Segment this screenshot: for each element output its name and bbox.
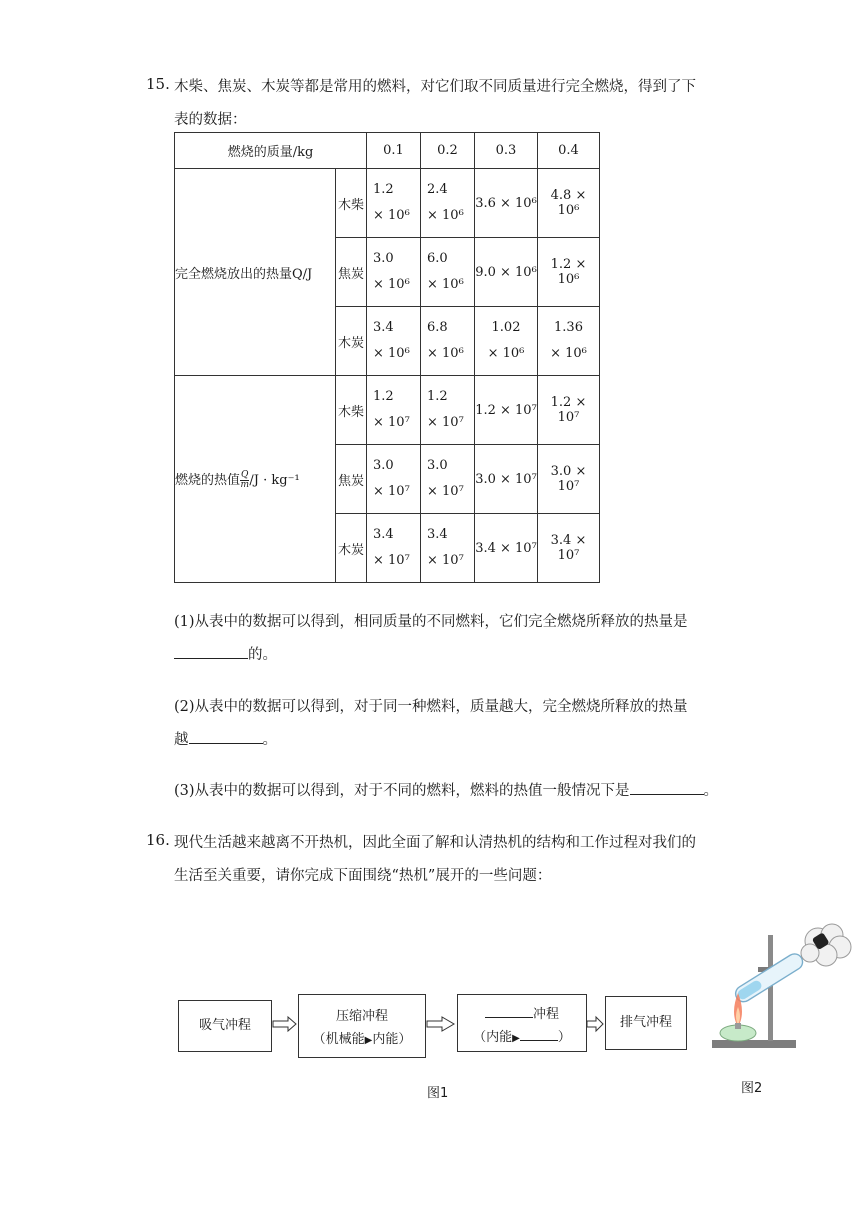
table-cell: 3.0 × 10⁶	[367, 238, 421, 307]
table-cell: 6.0 × 10⁶	[421, 238, 475, 307]
table-cell: 1.02 × 10⁶	[475, 307, 538, 376]
table-cell: 2.4 × 10⁶	[421, 169, 475, 238]
intake-stroke-box: 吸气冲程	[178, 1000, 272, 1052]
q16-intro-line2: 生活至关重要，请你完成下面围绕“热机”展开的一些问题：	[174, 868, 552, 884]
figure-1-caption: 图1	[427, 1086, 449, 1101]
table-cell: 1.2 × 10⁶	[538, 238, 600, 307]
mass-value: 0.2	[421, 133, 475, 169]
fuel-data-table	[174, 132, 600, 583]
value-row-label: 燃烧的热值 $\frac{Q}{m}$ /J · kg⁻¹	[175, 376, 336, 583]
q15-intro-line1: 木柴、焦炭、木炭等都是常用的燃料，对它们取不同质量进行完全燃烧，得到了下	[174, 79, 696, 95]
arrow-right-icon	[273, 1017, 296, 1031]
answer-blank[interactable]	[630, 780, 704, 795]
answer-blank[interactable]	[174, 644, 248, 659]
exhaust-stroke-box: 排气冲程	[605, 996, 687, 1050]
mass-value: 0.1	[367, 133, 421, 169]
table-cell: 3.4 × 10⁷	[367, 514, 421, 583]
table-cell: 6.8 × 10⁶	[421, 307, 475, 376]
table-cell: 3.0 × 10⁷	[421, 445, 475, 514]
table-cell: 1.2 × 10⁷	[421, 376, 475, 445]
mass-value: 0.4	[538, 133, 600, 169]
table-cell: 3.4 × 10⁶	[367, 307, 421, 376]
arrow-right-icon	[427, 1017, 454, 1031]
mass-value: 0.3	[475, 133, 538, 169]
stand-base	[712, 1040, 796, 1048]
table-cell: 1.2 × 10⁷	[538, 376, 600, 445]
arrow-right-icon	[587, 1017, 603, 1031]
table-cell: 1.2 × 10⁷	[367, 376, 421, 445]
table-cell: 3.4 × 10⁷	[421, 514, 475, 583]
table-cell: 3.0 × 10⁷	[367, 445, 421, 514]
q15-sub1-line1: (1)从表中的数据可以得到，相同质量的不同燃料，它们完全燃烧所释放的热量是	[174, 614, 688, 630]
table-cell: 1.2 × 10⁷	[475, 376, 538, 445]
table-cell: 3.4 × 10⁷	[475, 514, 538, 583]
table-cell: 3.4 × 10⁷	[538, 514, 600, 583]
fuel-name: 木炭	[336, 307, 367, 376]
fuel-name: 焦炭	[336, 238, 367, 307]
figure-2-caption: 图2	[741, 1081, 763, 1096]
answer-blank[interactable]	[189, 729, 263, 744]
table-cell: 3.0 × 10⁷	[538, 445, 600, 514]
q16-intro-line1: 现代生活越来越离不开热机，因此全面了解和认清热机的结构和工作过程对我们的	[174, 835, 696, 851]
flow-arrows	[270, 1010, 710, 1040]
q15-sub1-line2: 的。	[174, 643, 277, 664]
fuel-name: 木柴	[336, 376, 367, 445]
table-cell: 3.0 × 10⁷	[475, 445, 538, 514]
fuel-name: 木炭	[336, 514, 367, 583]
mass-header: 燃烧的质量/kg	[175, 133, 367, 169]
question-number-15: 15.	[146, 75, 170, 93]
q15-sub2-line1: (2)从表中的数据可以得到，对于同一种燃料，质量越大，完全燃烧所释放的热量	[174, 699, 688, 715]
fuel-name: 焦炭	[336, 445, 367, 514]
q15-sub3: (3)从表中的数据可以得到，对于不同的燃料，燃料的热值一般情况下是 。	[174, 779, 718, 800]
q15-sub2-line2: 越 。	[174, 728, 277, 749]
table-cell: 1.2 × 10⁶	[367, 169, 421, 238]
table-cell: 1.36 × 10⁶	[538, 307, 600, 376]
compression-stroke-box: 压缩冲程 （机械能▶内能）	[298, 994, 426, 1058]
heat-row-label: 完全燃烧放出的热量Q/J	[175, 169, 336, 376]
question-number-16: 16.	[146, 831, 170, 849]
table-cell: 4.8 × 10⁶	[538, 169, 600, 238]
table-cell: 9.0 × 10⁶	[475, 238, 538, 307]
q15-intro-line2: 表的数据：	[174, 112, 247, 128]
power-stroke-box: 冲程 （内能▶ ）	[457, 994, 587, 1052]
test-tube-apparatus-figure	[706, 915, 856, 1065]
table-cell: 3.6 × 10⁶	[475, 169, 538, 238]
fuel-name: 木柴	[336, 169, 367, 238]
